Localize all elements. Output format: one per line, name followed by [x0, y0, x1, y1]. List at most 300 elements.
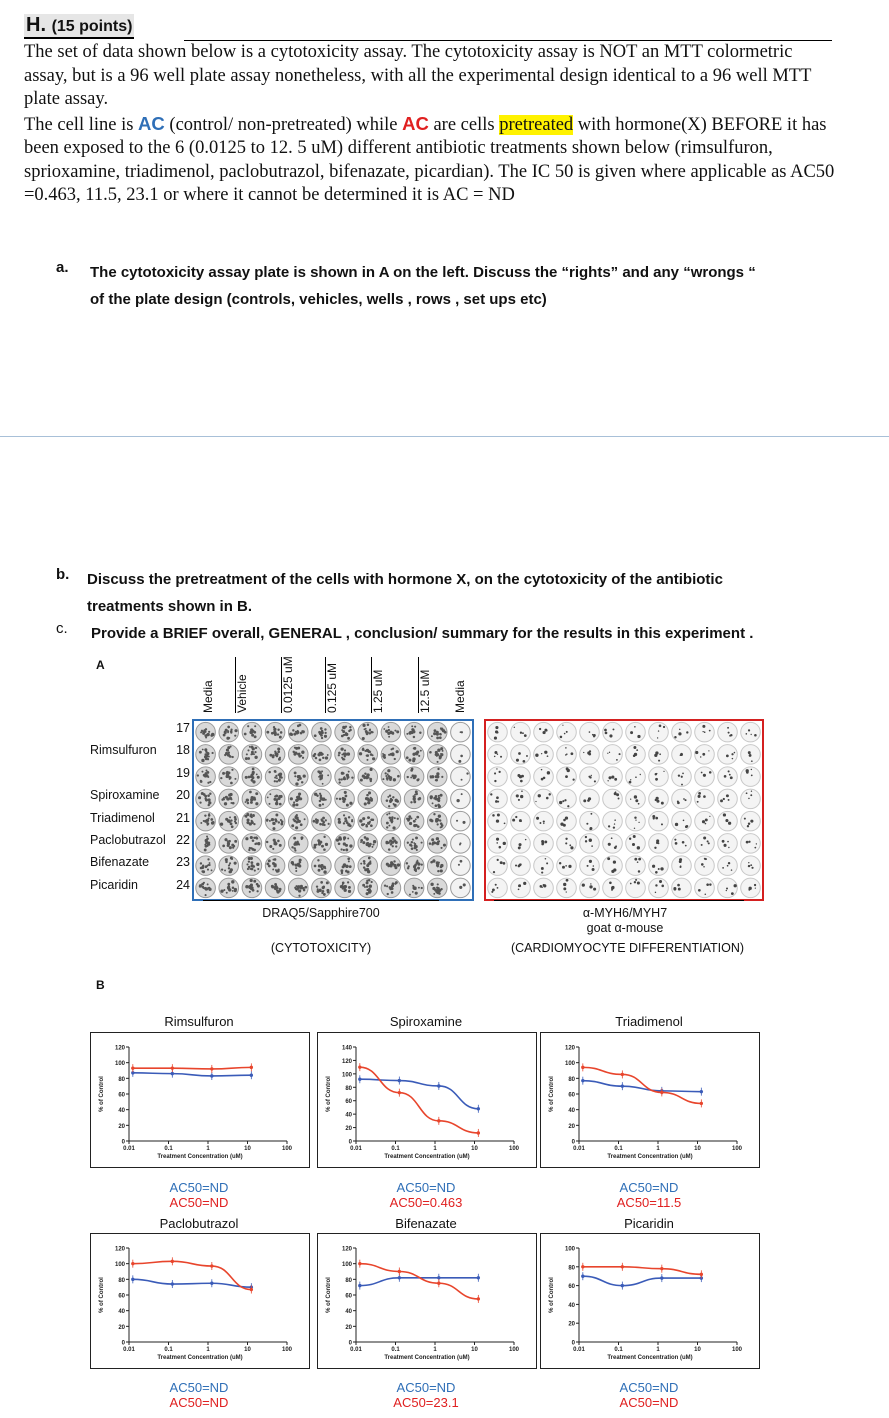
plate-well — [580, 878, 600, 898]
plate-well — [672, 722, 692, 742]
plate-well — [672, 789, 692, 809]
plate-well — [288, 856, 308, 876]
chart-title: Bifenazate — [395, 1216, 457, 1231]
plate-well — [265, 834, 285, 854]
data-point — [171, 1282, 174, 1285]
plate-well — [219, 722, 239, 742]
data-point — [700, 1273, 703, 1276]
plate-well — [265, 722, 285, 742]
y-tick-label: 120 — [114, 1045, 125, 1052]
x-axis-label: Treatment Concentration (uM) — [607, 1355, 693, 1361]
plate-row-number: 23 — [176, 855, 190, 869]
data-point — [131, 1262, 134, 1265]
plate-well — [580, 767, 600, 787]
plate-well — [312, 856, 332, 876]
plate-well — [511, 767, 531, 787]
x-tick-label: 1 — [656, 1347, 660, 1353]
column-label-text: 12.5 uM — [418, 669, 432, 713]
data-point — [581, 1275, 584, 1278]
plate-well — [534, 767, 554, 787]
question-b-label: b. — [56, 566, 70, 583]
data-point — [477, 1107, 480, 1110]
data-point — [358, 1065, 361, 1068]
x-tick-label: 10 — [244, 1347, 251, 1353]
plate-well — [451, 878, 471, 898]
chart-frame — [540, 1233, 760, 1369]
plate-row-number: 18 — [176, 743, 190, 757]
plate-well — [534, 745, 554, 765]
plate-well — [335, 834, 355, 854]
y-tick-label: 40 — [118, 1108, 125, 1115]
plate-well — [242, 722, 262, 742]
x-tick-label: 1 — [433, 1146, 437, 1152]
plate-well — [488, 811, 508, 831]
plate-row-number: 19 — [176, 766, 190, 780]
plate-well — [312, 722, 332, 742]
plate-well — [649, 722, 669, 742]
ac50-control: AC50=ND — [619, 1180, 679, 1195]
plate-well — [451, 722, 471, 742]
plate-well — [288, 722, 308, 742]
plate-well — [695, 767, 715, 787]
chart-frame — [317, 1032, 537, 1168]
data-point — [581, 1079, 584, 1082]
plate-well — [404, 767, 424, 787]
x-tick-label: 0.01 — [350, 1347, 362, 1353]
plate-well — [427, 856, 447, 876]
question-a-text — [90, 259, 756, 313]
plate-well — [335, 878, 355, 898]
plate-well — [741, 834, 761, 854]
y-tick-label: 100 — [341, 1072, 352, 1079]
question-b-line2: treatments shown in B. — [87, 598, 253, 615]
x-tick-label: 10 — [694, 1347, 701, 1353]
plate-well — [718, 789, 738, 809]
plate-row-name: Spiroxamine — [90, 788, 160, 802]
y-tick-label: 100 — [114, 1061, 125, 1068]
plate-well — [288, 745, 308, 765]
intro-paragraph-1: The set of data shown below is a cytotoxicity assay. The cytotoxicity assay is NOT an MTT colormetric assay, but is a 96 well plate assay nonetheless, with all the experimental design identical to a 96 well MTT plate assay. — [24, 42, 812, 109]
plate-well — [580, 789, 600, 809]
plate-well — [672, 745, 692, 765]
plate-well — [695, 811, 715, 831]
plate-well — [603, 834, 623, 854]
x-axis-label: Treatment Concentration (uM) — [157, 1355, 243, 1361]
data-point — [210, 1264, 213, 1267]
series-line — [360, 1278, 479, 1286]
intro-part: The cell line is — [24, 114, 139, 135]
plate-well — [557, 767, 577, 787]
plate-well — [695, 856, 715, 876]
plate-well — [335, 811, 355, 831]
chart-frame — [90, 1233, 310, 1369]
plate-well — [358, 811, 378, 831]
plate-well — [649, 789, 669, 809]
plate-well — [427, 878, 447, 898]
plate-well — [718, 722, 738, 742]
ac-control-label: AC — [138, 112, 165, 134]
plate-well — [649, 811, 669, 831]
x-tick-label: 0.01 — [123, 1347, 135, 1353]
plate-well — [626, 811, 646, 831]
plate-well — [404, 834, 424, 854]
y-axis-label: % of Control — [549, 1277, 555, 1313]
chart-plot — [541, 1234, 759, 1368]
question-b-text — [87, 566, 723, 620]
plate-row-name: Paclobutrazol — [90, 833, 166, 847]
right-caption-rule — [494, 900, 744, 901]
plate-well — [242, 856, 262, 876]
plate-well — [196, 767, 216, 787]
chart-frame — [317, 1233, 537, 1369]
y-tick-label: 120 — [114, 1246, 125, 1253]
plate-well — [242, 789, 262, 809]
x-tick-label: 0.1 — [614, 1347, 623, 1353]
plate-well — [557, 789, 577, 809]
plate-well — [718, 745, 738, 765]
data-point — [660, 1091, 663, 1094]
plate-well — [488, 767, 508, 787]
plate-well — [451, 745, 471, 765]
plate-well — [358, 722, 378, 742]
plate-well — [511, 789, 531, 809]
question-a-line2: of the plate design (controls, vehicles, wells , rows , set ups etc) — [90, 291, 547, 308]
cardiomyocyte-plate-wells — [486, 721, 762, 899]
plate-well — [404, 811, 424, 831]
y-tick-label: 80 — [568, 1265, 575, 1272]
left-caption-rule — [203, 900, 439, 901]
plate-well — [511, 745, 531, 765]
y-tick-label: 120 — [341, 1246, 352, 1253]
plate-row-name: Bifenazate — [90, 855, 150, 869]
data-point — [437, 1119, 440, 1122]
ac50-treated: AC50=ND — [169, 1195, 229, 1210]
plate-well — [404, 745, 424, 765]
plate-well — [381, 856, 401, 876]
plate-well — [741, 722, 761, 742]
plate-well — [242, 811, 262, 831]
ac50-treated: AC50=23.1 — [393, 1395, 459, 1410]
y-tick-label: 120 — [564, 1045, 575, 1052]
right-plate-caption — [500, 906, 750, 936]
plate-well — [196, 834, 216, 854]
y-axis-label: % of Control — [549, 1076, 555, 1112]
ac50-values — [316, 1380, 536, 1410]
plate-well — [312, 745, 332, 765]
plate-well — [488, 789, 508, 809]
chart-plot — [541, 1033, 759, 1167]
y-tick-label: 60 — [345, 1099, 352, 1106]
panel-b-label: B — [96, 978, 105, 992]
plate-well — [335, 767, 355, 787]
x-tick-label: 0.01 — [350, 1146, 362, 1152]
plate-well — [381, 722, 401, 742]
plate-well — [312, 767, 332, 787]
data-point — [398, 1079, 401, 1082]
plate-well — [196, 789, 216, 809]
x-axis-label: Treatment Concentration (uM) — [384, 1355, 470, 1361]
data-point — [621, 1073, 624, 1076]
plate-well — [335, 856, 355, 876]
chart-plot — [318, 1234, 536, 1368]
series-line — [133, 1073, 252, 1076]
plate-well — [741, 745, 761, 765]
y-tick-label: 0 — [571, 1340, 575, 1347]
series-line — [360, 1264, 479, 1299]
y-tick-label: 60 — [568, 1284, 575, 1291]
plate-well — [451, 767, 471, 787]
plate-well — [626, 722, 646, 742]
data-point — [210, 1074, 213, 1077]
x-tick-label: 100 — [508, 1347, 520, 1353]
y-axis-label: % of Control — [99, 1076, 105, 1112]
plate-well — [741, 767, 761, 787]
ac50-control: AC50=ND — [396, 1180, 456, 1195]
plate-well — [695, 789, 715, 809]
x-tick-label: 100 — [281, 1146, 293, 1152]
plate-well — [288, 878, 308, 898]
x-tick-label: 0.01 — [123, 1146, 135, 1152]
x-tick-label: 0.1 — [391, 1347, 400, 1353]
plate-well — [672, 856, 692, 876]
plate-well — [534, 811, 554, 831]
plate-well — [288, 811, 308, 831]
plate-well — [196, 811, 216, 831]
y-tick-label: 80 — [568, 1076, 575, 1083]
plate-well — [511, 878, 531, 898]
plate-well — [451, 811, 471, 831]
plate-well — [695, 745, 715, 765]
data-point — [171, 1066, 174, 1069]
chart-frame — [90, 1032, 310, 1168]
data-point — [131, 1278, 134, 1281]
plate-well — [196, 856, 216, 876]
chart-title: Picaridin — [624, 1216, 674, 1231]
chart-title: Rimsulfuron — [164, 1014, 234, 1029]
question-a-line1: The cytotoxicity assay plate is shown in A on the left. Discuss the “rights” and any “wrongs “ — [90, 264, 756, 281]
plate-well — [626, 856, 646, 876]
plate-well — [196, 722, 216, 742]
column-label-text: Media — [201, 680, 215, 713]
right-plate-subcaption: (CARDIOMYOCYTE DIFFERENTIATION) — [510, 941, 745, 955]
ac50-treated: AC50=ND — [619, 1395, 679, 1410]
plate-well — [404, 878, 424, 898]
plate-well — [265, 856, 285, 876]
series-line — [583, 1276, 702, 1285]
y-tick-label: 140 — [341, 1045, 352, 1052]
y-tick-label: 0 — [121, 1340, 125, 1347]
x-tick-label: 10 — [694, 1146, 701, 1152]
ac50-treated: AC50=0.463 — [389, 1195, 463, 1210]
y-tick-label: 120 — [341, 1058, 352, 1065]
plate-well — [358, 789, 378, 809]
x-axis-label: Treatment Concentration (uM) — [157, 1154, 243, 1160]
plate-well — [335, 722, 355, 742]
y-tick-label: 0 — [121, 1139, 125, 1146]
data-point — [398, 1091, 401, 1094]
plate-well — [219, 767, 239, 787]
data-point — [477, 1131, 480, 1134]
series-line — [133, 1067, 252, 1069]
plate-row-name: Triadimenol — [90, 811, 155, 825]
y-tick-label: 80 — [118, 1076, 125, 1083]
plate-well — [557, 722, 577, 742]
data-point — [437, 1282, 440, 1285]
left-plate-subcaption: (CYTOTOXICITY) — [270, 941, 372, 955]
plate-well — [672, 767, 692, 787]
question-points: (15 points) — [51, 18, 133, 35]
plate-well — [381, 834, 401, 854]
plate-well — [288, 789, 308, 809]
plate-well — [196, 745, 216, 765]
plate-row-number: 21 — [176, 811, 190, 825]
y-axis-label: % of Control — [326, 1076, 332, 1112]
data-point — [660, 1276, 663, 1279]
plate-well — [381, 811, 401, 831]
plate-well — [557, 878, 577, 898]
plate-well — [404, 789, 424, 809]
y-tick-label: 100 — [564, 1061, 575, 1068]
plate-column-label — [455, 648, 473, 713]
plate-well — [534, 834, 554, 854]
question-c-text: Provide a BRIEF overall, GENERAL , conclusion/ summary for the results in this experiment . — [91, 625, 754, 642]
x-tick-label: 10 — [471, 1347, 478, 1353]
page-divider — [0, 436, 889, 437]
plate-well — [534, 856, 554, 876]
plate-well — [603, 856, 623, 876]
y-tick-label: 80 — [345, 1277, 352, 1284]
plate-well — [626, 745, 646, 765]
plate-well — [242, 834, 262, 854]
question-b-line1: Discuss the pretreatment of the cells with hormone X, on the cytotoxicity of the antibiotic — [87, 571, 723, 588]
x-axis-label: Treatment Concentration (uM) — [607, 1154, 693, 1160]
x-tick-label: 10 — [244, 1146, 251, 1152]
plate-well — [741, 878, 761, 898]
plate-well — [219, 811, 239, 831]
plate-well — [695, 878, 715, 898]
y-tick-label: 100 — [341, 1262, 352, 1269]
plate-well — [649, 878, 669, 898]
x-tick-label: 10 — [471, 1146, 478, 1152]
plate-well — [381, 789, 401, 809]
plate-well — [672, 834, 692, 854]
plate-well — [242, 878, 262, 898]
right-caption-line1: α-MYH6/MYH7 — [582, 906, 668, 920]
chart-title: Paclobutrazol — [159, 1216, 239, 1231]
plate-well — [242, 745, 262, 765]
plate-well — [335, 789, 355, 809]
plate-well — [580, 722, 600, 742]
plate-well — [488, 745, 508, 765]
plate-well — [741, 811, 761, 831]
ac50-control: AC50=ND — [619, 1380, 679, 1395]
x-tick-label: 0.1 — [614, 1146, 623, 1152]
data-point — [250, 1288, 253, 1291]
plate-well — [649, 856, 669, 876]
ac50-values — [539, 1180, 759, 1210]
right-caption-line2: goat α-mouse — [586, 921, 664, 935]
data-point — [581, 1066, 584, 1069]
series-line — [583, 1081, 702, 1092]
data-point — [477, 1276, 480, 1279]
data-point — [210, 1067, 213, 1070]
data-point — [581, 1265, 584, 1268]
data-point — [660, 1267, 663, 1270]
y-tick-label: 60 — [568, 1092, 575, 1099]
plate-well — [288, 767, 308, 787]
chart-title: Triadimenol — [615, 1014, 683, 1029]
plate-well — [557, 811, 577, 831]
panel-a-label: A — [96, 658, 105, 672]
plate-well — [219, 878, 239, 898]
y-axis-label: % of Control — [326, 1277, 332, 1313]
plate-well — [718, 834, 738, 854]
x-tick-label: 0.1 — [164, 1146, 173, 1152]
data-point — [250, 1066, 253, 1069]
chart-plot — [91, 1033, 309, 1167]
data-point — [398, 1276, 401, 1279]
y-axis-label: % of Control — [99, 1277, 105, 1313]
plate-well — [358, 878, 378, 898]
plate-well — [649, 745, 669, 765]
plate-well — [404, 856, 424, 876]
data-point — [700, 1090, 703, 1093]
plate-well — [741, 856, 761, 876]
data-point — [477, 1297, 480, 1300]
y-tick-label: 0 — [348, 1139, 352, 1146]
plate-well — [626, 834, 646, 854]
ac50-values — [89, 1380, 309, 1410]
plate-well — [511, 722, 531, 742]
plate-well — [427, 811, 447, 831]
plate-well — [603, 811, 623, 831]
question-c-label: c. — [56, 620, 68, 637]
plate-well — [511, 834, 531, 854]
plate-well — [312, 811, 332, 831]
plate-well — [534, 878, 554, 898]
y-tick-label: 20 — [345, 1126, 352, 1133]
plate-well — [219, 856, 239, 876]
plate-well — [427, 834, 447, 854]
x-tick-label: 1 — [433, 1347, 437, 1353]
plate-well — [534, 722, 554, 742]
column-label-text: Media — [453, 680, 467, 713]
plate-well — [288, 834, 308, 854]
plate-well — [451, 856, 471, 876]
plate-well — [626, 789, 646, 809]
chart-plot — [91, 1234, 309, 1368]
x-tick-label: 0.1 — [391, 1146, 400, 1152]
plate-well — [312, 834, 332, 854]
plate-well — [603, 745, 623, 765]
plate-well — [603, 878, 623, 898]
x-tick-label: 100 — [508, 1146, 520, 1152]
ac50-treated: AC50=11.5 — [616, 1195, 682, 1210]
plate-well — [381, 745, 401, 765]
data-point — [398, 1270, 401, 1273]
ac50-control: AC50=ND — [396, 1380, 456, 1395]
y-tick-label: 20 — [568, 1123, 575, 1130]
data-point — [437, 1276, 440, 1279]
column-label-text: 0.0125 uM — [281, 656, 295, 713]
plate-well — [242, 767, 262, 787]
plate-well — [335, 745, 355, 765]
plate-column-label — [327, 648, 345, 713]
plate-well — [451, 834, 471, 854]
plate-well — [427, 745, 447, 765]
plate-well — [488, 722, 508, 742]
plate-well — [265, 789, 285, 809]
